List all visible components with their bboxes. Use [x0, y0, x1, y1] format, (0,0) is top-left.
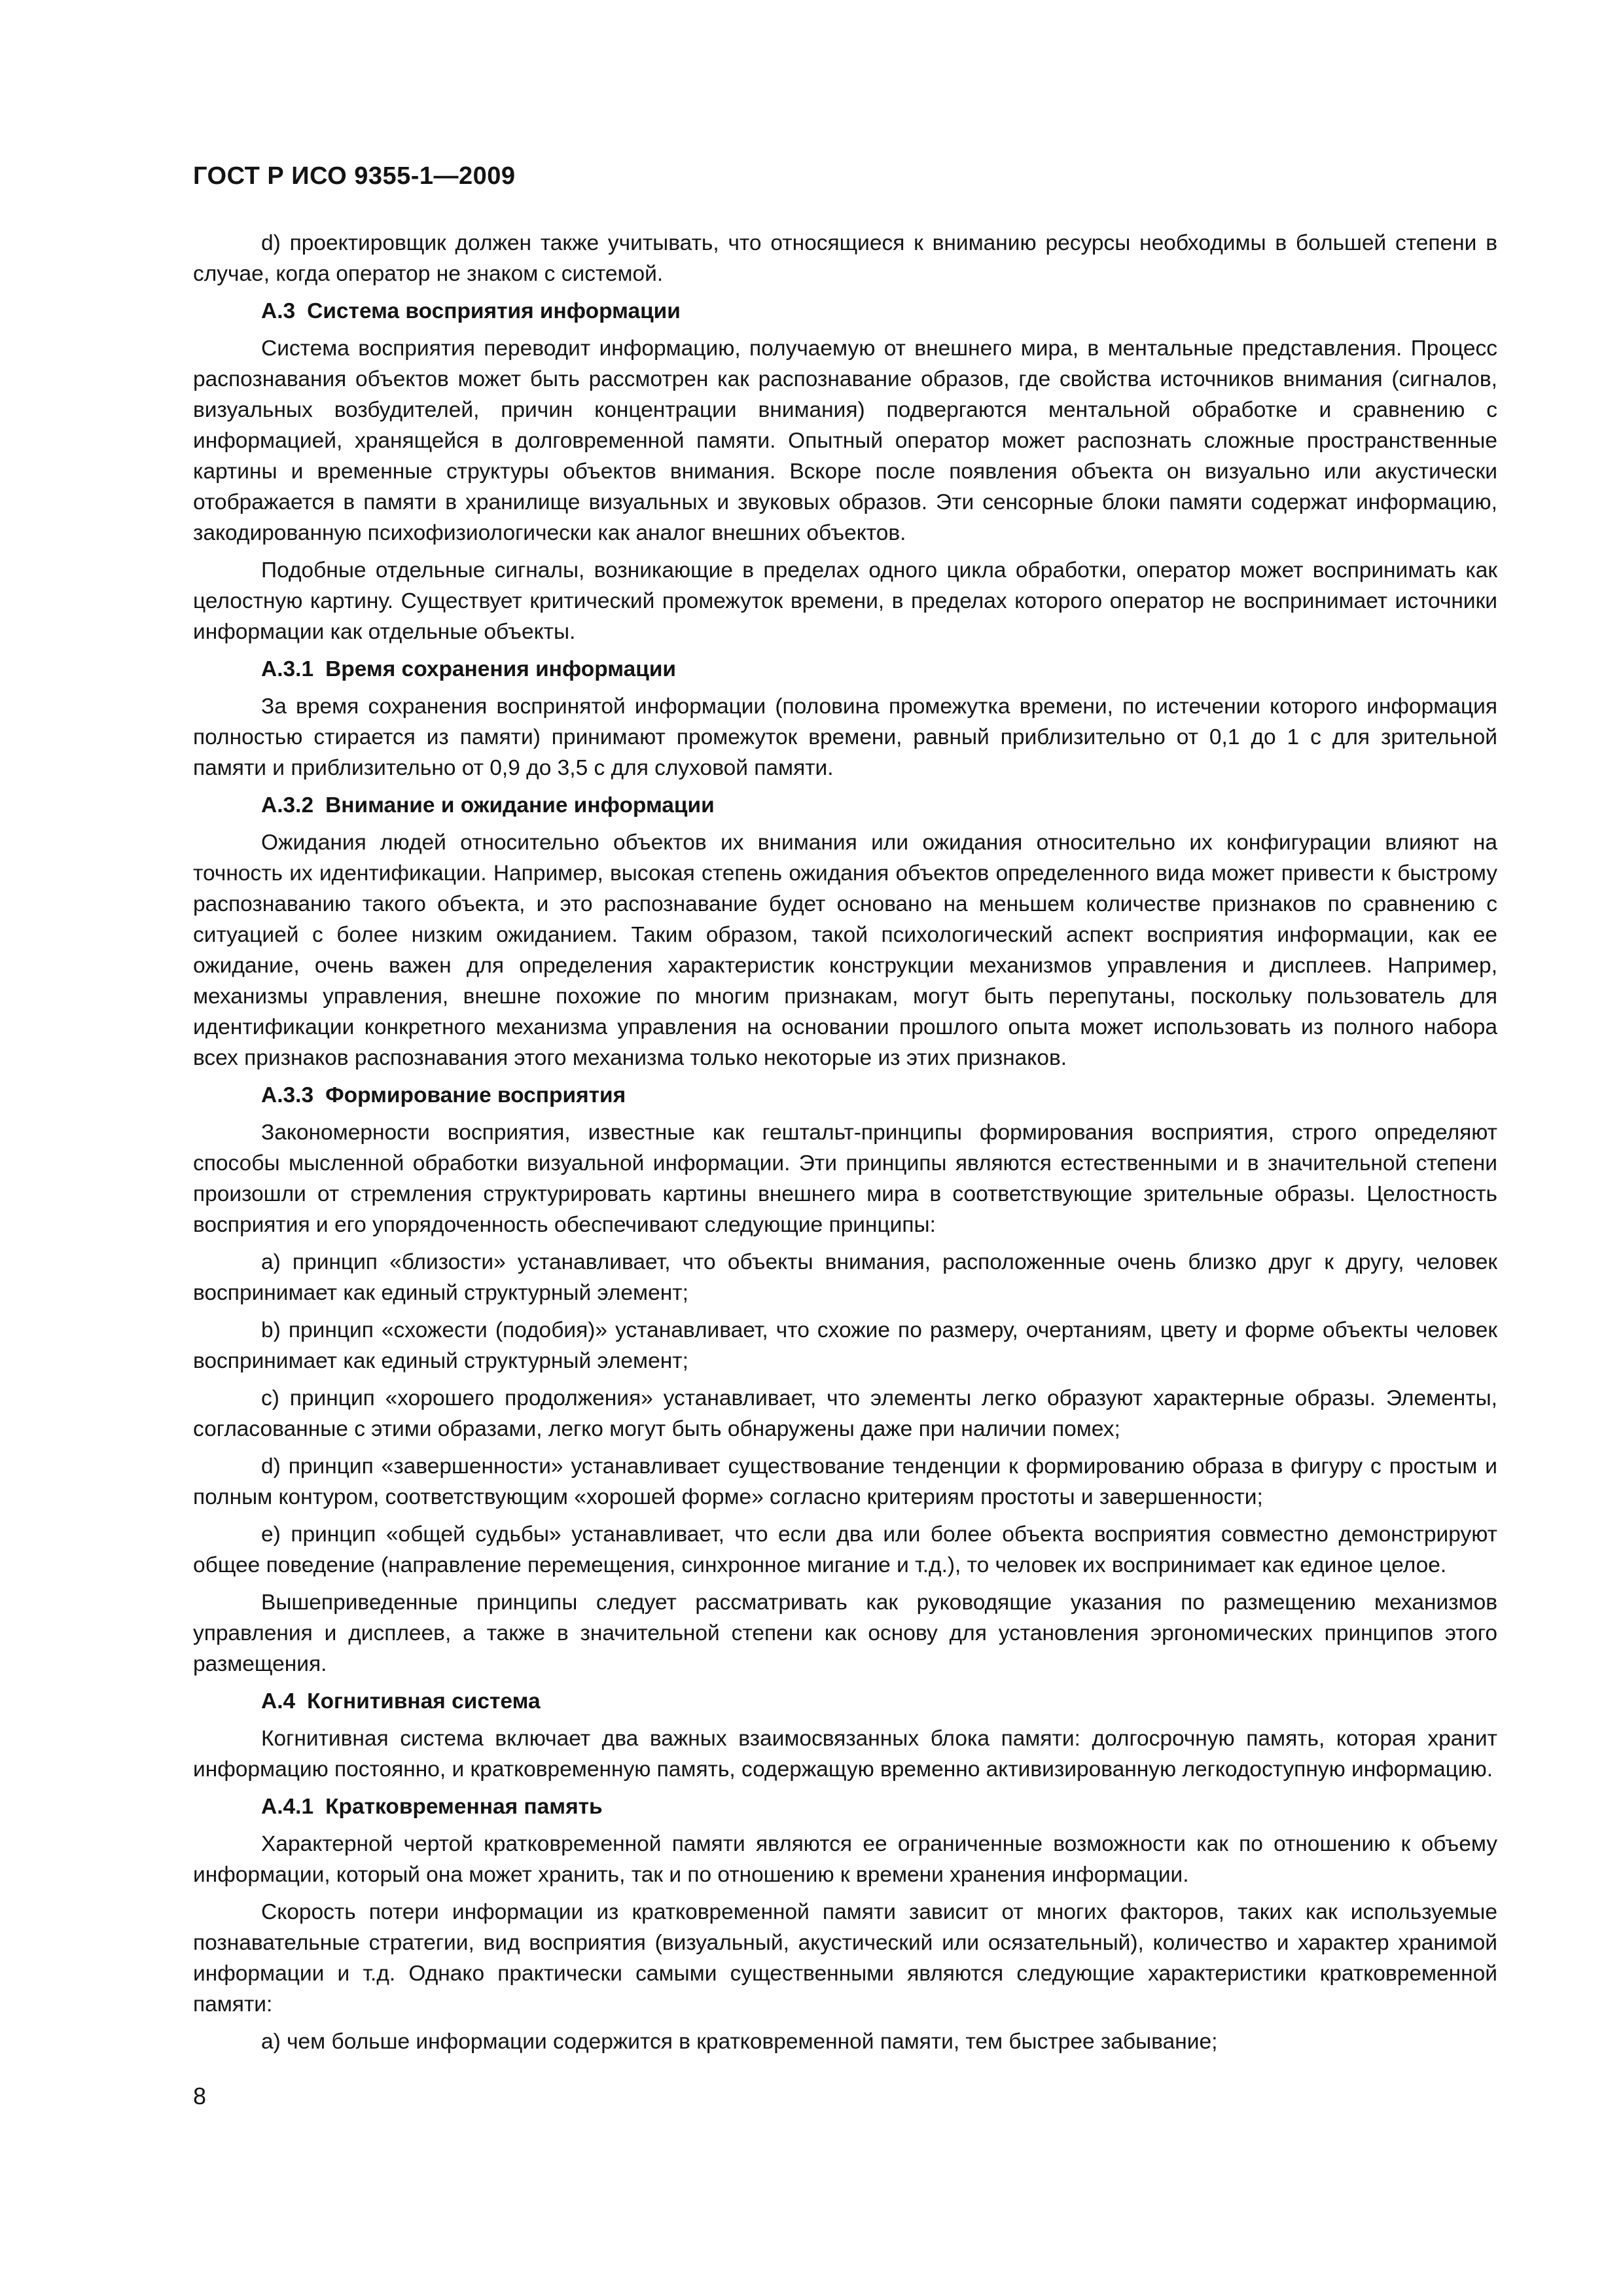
paragraph: d) принцип «завершенности» устанавливает существование тенденции к формированию образа в фигуру с простым и полным контуром, соответствующим «хорошей форме» согласно критериям простоты и завершенности; — [193, 1454, 1497, 1509]
paragraph: За время сохранения воспринятой информации (половина промежутка времени, по истечении которого информация полностью стирается из памяти) принимают промежуток времени, равный приблизительно от 0,1 до 1 с для зрительной памяти и приблизительно от 0,9 до 3,5 с для слуховой памяти. — [193, 694, 1497, 780]
section-title: Система восприятия информации — [307, 299, 681, 323]
section-heading — [193, 1686, 1497, 1717]
paragraph: Характерной чертой кратковременной памяти являются ее ограниченные возможности как по отношению к объему информации, который она может хранить, так и по отношению к времени хранения информации. — [193, 1832, 1497, 1887]
paragraph: Ожидания людей относительно объектов их внимания или ожидания относительно их конфигурации влияют на точность их идентификации. Например, высокая степень ожидания объектов определенного вида может привести к быстрому распознаванию такого объекта, и это распознавание будет основано на меньшем количестве признаков по сравнению с ситуацией с более низким ожиданием. Таким образом, такой психологический аспект восприятия информации, как ее ожидание, очень важен для определения характеристик конструкции механизмов управления и дисплеев. Например, механизмы управления, внешне похожие по многим признакам, могут быть перепутаны, поскольку пользователь для идентификации конкретного механизма управления на основании прошлого опыта может использовать из полного набора всех признаков распознавания этого механизма только некоторые из этих признаков. — [193, 831, 1497, 1070]
paragraph: Вышеприведенные принципы следует рассматривать как руководящие указания по размещению механизмов управления и дисплеев, а также в значительной степени как основу для установления эргономических принципов этого размещения. — [193, 1590, 1497, 1676]
section-heading — [193, 790, 1497, 821]
section-heading — [193, 296, 1497, 327]
paragraph: a) чем больше информации содержится в кратковременной памяти, тем быстрее забывание; — [261, 2030, 1218, 2054]
page-number: 8 — [193, 2083, 207, 2109]
paragraph: e) принцип «общей судьбы» устанавливает, что если два или более объекта восприятия совместно демонстрируют общее поведение (направление перемещения, синхронное мигание и т.д.), то человек их воспринимает как единое целое. — [193, 1522, 1497, 1577]
section-title: Время сохранения информации — [325, 657, 677, 681]
section-number: А.4.1 — [261, 1795, 314, 1819]
paragraph: b) принцип «схожести (подобия)» устанавливает, что схожие по размеру, очертаниям, цвету и форме объекты человек воспринимает как единый структурный элемент; — [193, 1318, 1497, 1373]
paragraph: Скорость потери информации из кратковременной памяти зависит от многих факторов, таких как используемые познавательные стратегии, вид восприятия (визуальный, акустический или осязательный), количество и характер хранимой информации и т.д. Однако практически самыми существенными являются следующие характеристики кратковременной памяти: — [193, 1900, 1497, 2017]
section-number: А.4 — [261, 1689, 296, 1713]
paragraph: d) проектировщик должен также учитывать, что относящиеся к вниманию ресурсы необходимы в большей степени в случае, когда оператор не знаком с системой. — [193, 231, 1497, 286]
section-number: А.3 — [261, 299, 296, 323]
document-body — [193, 228, 1497, 2064]
section-number: А.3.2 — [261, 793, 314, 817]
section-number: А.3.3 — [261, 1083, 314, 1107]
section-title: Когнитивная система — [307, 1689, 541, 1713]
paragraph: a) принцип «близости» устанавливает, что объекты внимания, расположенные очень близко друг к другу, человек воспринимает как единый структурный элемент; — [193, 1250, 1497, 1305]
document-header: ГОСТ Р ИСО 9355-1—2009 — [193, 162, 516, 190]
paragraph: c) принцип «хорошего продолжения» устанавливает, что элементы легко образуют характерные образы. Элементы, согласованные с этими образами, легко могут быть обнаружены даже при наличии помех; — [193, 1386, 1497, 1441]
section-number: А.3.1 — [261, 657, 314, 681]
section-title: Внимание и ожидание информации — [325, 793, 715, 817]
paragraph: Закономерности восприятия, известные как гештальт-принципы формирования восприятия, строго определяют способы мысленной обработки визуальной информации. Эти принципы являются естественными и в значительной степени произошли от стремления структурировать картины внешнего мира в соответствующие зрительные образы. Целостность восприятия и его упорядоченность обеспечивают следующие принципы: — [193, 1121, 1497, 1237]
paragraph: Когнитивная система включает два важных взаимосвязанных блока памяти: долгосрочную память, которая хранит информацию постоянно, и кратковременную память, содержащую временно активизированную легкодоступную информацию. — [193, 1727, 1497, 1782]
section-title: Кратковременная память — [325, 1795, 603, 1819]
paragraph: Подобные отдельные сигналы, возникающие в пределах одного цикла обработки, оператор может воспринимать как целостную картину. Существует критический промежуток времени, в пределах которого оператор не воспринимает источники информации как отдельные объекты. — [193, 558, 1497, 644]
section-heading — [193, 1791, 1497, 1822]
section-heading — [193, 1080, 1497, 1111]
section-title: Формирование восприятия — [325, 1083, 626, 1107]
section-heading — [193, 654, 1497, 685]
paragraph: Система восприятия переводит информацию, получаемую от внешнего мира, в ментальные представления. Процесс распознавания объектов может быть рассмотрен как распознавание образов, где свойства источников внимания (сигналов, визуальных возбудителей, причин концентрации внимания) подвергаются ментальной обработке и сравнению с информацией, хранящейся в долговременной памяти. Опытный оператор может распознать сложные пространственные картины и временные структуры объектов внимания. Вскоре после появления объекта он визуально или акустически отображается в памяти в хранилище визуальных и звуковых образов. Эти сенсорные блоки памяти содержат информацию, закодированную психофизиологически как аналог внешних объектов. — [193, 336, 1497, 545]
